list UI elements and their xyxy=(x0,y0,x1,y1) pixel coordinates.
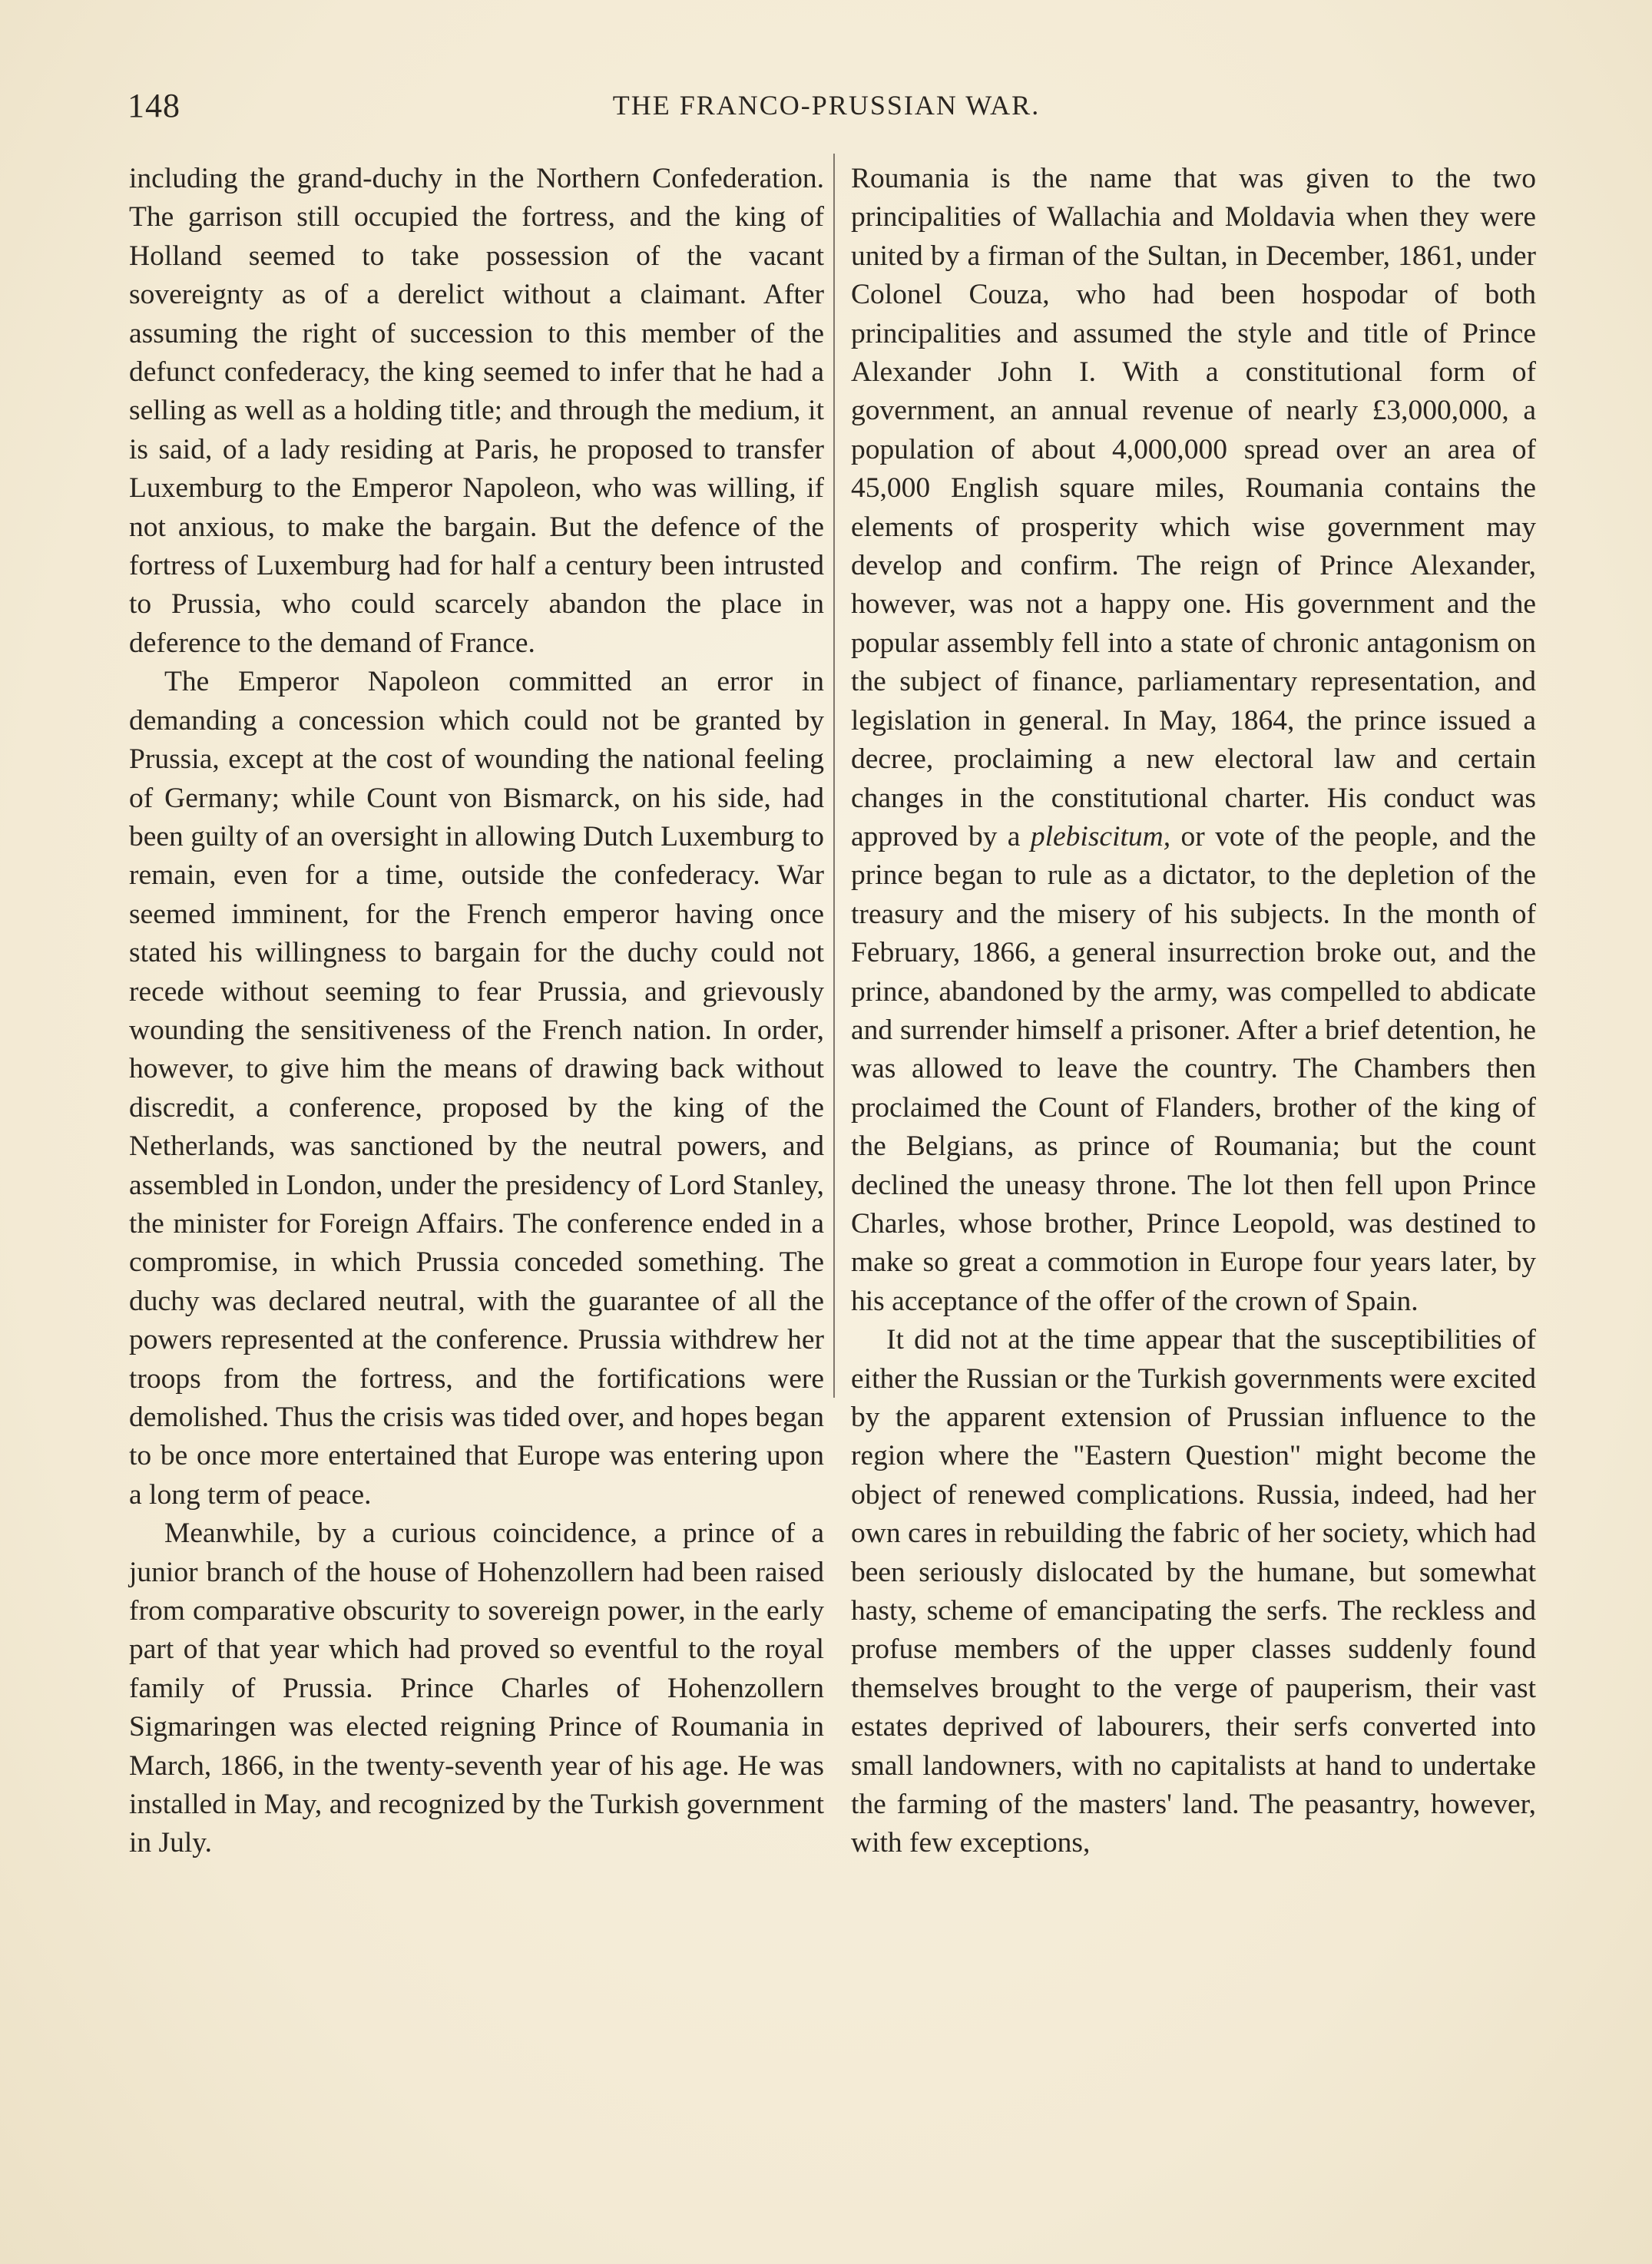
italic-term: plebiscitum, xyxy=(1030,820,1171,852)
paragraph-text: or vote of the people, and the prince began to rule as a dictator, to the depletion of the treasury and the misery of his subjects. In the month of February, 1866, a general insurrection broke out, and the prince, abandoned by the army, was compelled to abdicate and surrender himself a prisoner. After a brief detention, he was allowed to leave the country. The Chambers then proclaimed the Count of Flanders, brother of the king of the Belgians, as prince of Roumania; but the count declined the uneasy throne. The lot then fell upon Prince Charles, whose brother, Prince Leopold, was destined to make so great a commotion in Europe four years later, by his acceptance of the offer of the crown of Spain. xyxy=(851,820,1536,1317)
left-column xyxy=(129,160,824,1863)
paragraph xyxy=(851,160,1536,1321)
paragraph: The Emperor Napoleon committed an error in demanding a concession which could not be granted by Prussia, except at the cost of wounding the national feeling of Germany; while Count von Bismarck, on his side, had been guilty of an oversight in allowing Dutch Luxemburg to remain, even for a time, outside the confederacy. War seemed imminent, for the French emperor having once stated his willingness to bargain for the duchy could not recede without seeming to fear Prussia, and grievously wounding the sensitiveness of the French nation. In order, however, to give him the means of drawing back without discredit, a conference, proposed by the king of the Netherlands, was sanctioned by the neutral powers, and assembled in London, under the presidency of Lord Stanley, the minister for Foreign Affairs. The conference ended in a compromise, in which Prussia conceded something. The duchy was declared neutral, with the guarantee of all the powers represented at the conference. Prussia withdrew her troops from the fortress, and the fortifications were demolished. Thus the crisis was tided over, and hopes began to be once more entertained that Europe was entering upon a long term of peace. xyxy=(129,666,824,1511)
paragraph: It did not at the time appear that the susceptibilities of either the Russian or the Turkish governments were excited by the apparent extension of Prussian influence to the region where the "Eastern Question" might become the object of renewed complications. Russia, indeed, had her own cares in rebuilding the fabric of her society, which had been seriously dislocated by the humane, but somewhat hasty, scheme of emancipating the serfs. The reckless and profuse members of the upper classes suddenly found themselves brought to the verge of pauperism, their vast estates deprived of labourers, their serfs converted into small landowners, with no capitalists at hand to undertake the farming of the masters' land. The peasantry, however, with few exceptions, xyxy=(851,1324,1536,1859)
right-column xyxy=(851,160,1536,1863)
page-number: 148 xyxy=(127,87,180,124)
column-divider xyxy=(833,154,835,1398)
running-title: THE FRANCO-PRUSSIAN WAR. xyxy=(612,90,1041,121)
paragraph: Meanwhile, by a curious coincidence, a prince of a junior branch of the house of Hohenzollern had been raised from comparative obscurity to sovereign power, in the early part of that year which had proved so eventful to the royal family of Prussia. Prince Charles of Hohenzollern Sigmaringen was elected reigning Prince of Roumania in March, 1866, in the twenty-seventh year of his age. He was installed in May, and recognized by the Turkish government in July. xyxy=(129,1518,824,1859)
paragraph: including the grand-duchy in the Northern Confederation. The garrison still occupied the fortress, and the king of Holland seemed to take possession of the vacant sovereignty as of a derelict without a claimant. After assuming the right of succession to this member of the defunct confederacy, the king seemed to infer that he had a selling as well as a holding title; and through the medium, it is said, of a lady residing at Paris, he proposed to transfer Luxemburg to the Emperor Napoleon, who was willing, if not anxious, to make the bargain. But the defence of the fortress of Luxemburg had for half a century been intrusted to Prussia, who could scarcely abandon the place in deference to the demand of France. xyxy=(129,163,824,659)
page-header xyxy=(127,86,1525,132)
paragraph-text: Roumania is the name that was given to the two principalities of Wallachia and Moldavia when they were united by a firman of the Sultan, in December, 1861, under Colonel Couza, who had been hospodar of both principalities and assumed the style and title of Prince Alexander John I. With a constitutional form of government, an annual revenue of nearly £3,000,000, a population of about 4,000,000 spread over an area of 45,000 English square miles, Roumania contains the elements of prosperity which wise government may develop and confirm. The reign of Prince Alexander, however, was not a happy one. His government and the popular assembly fell into a state of chronic antagonism on the subject of finance, parliamentary representation, and legislation in general. In May, 1864, the prince issued a decree, proclaiming a new electoral law and certain changes in the constitutional charter. His conduct was approved by a xyxy=(851,163,1536,852)
